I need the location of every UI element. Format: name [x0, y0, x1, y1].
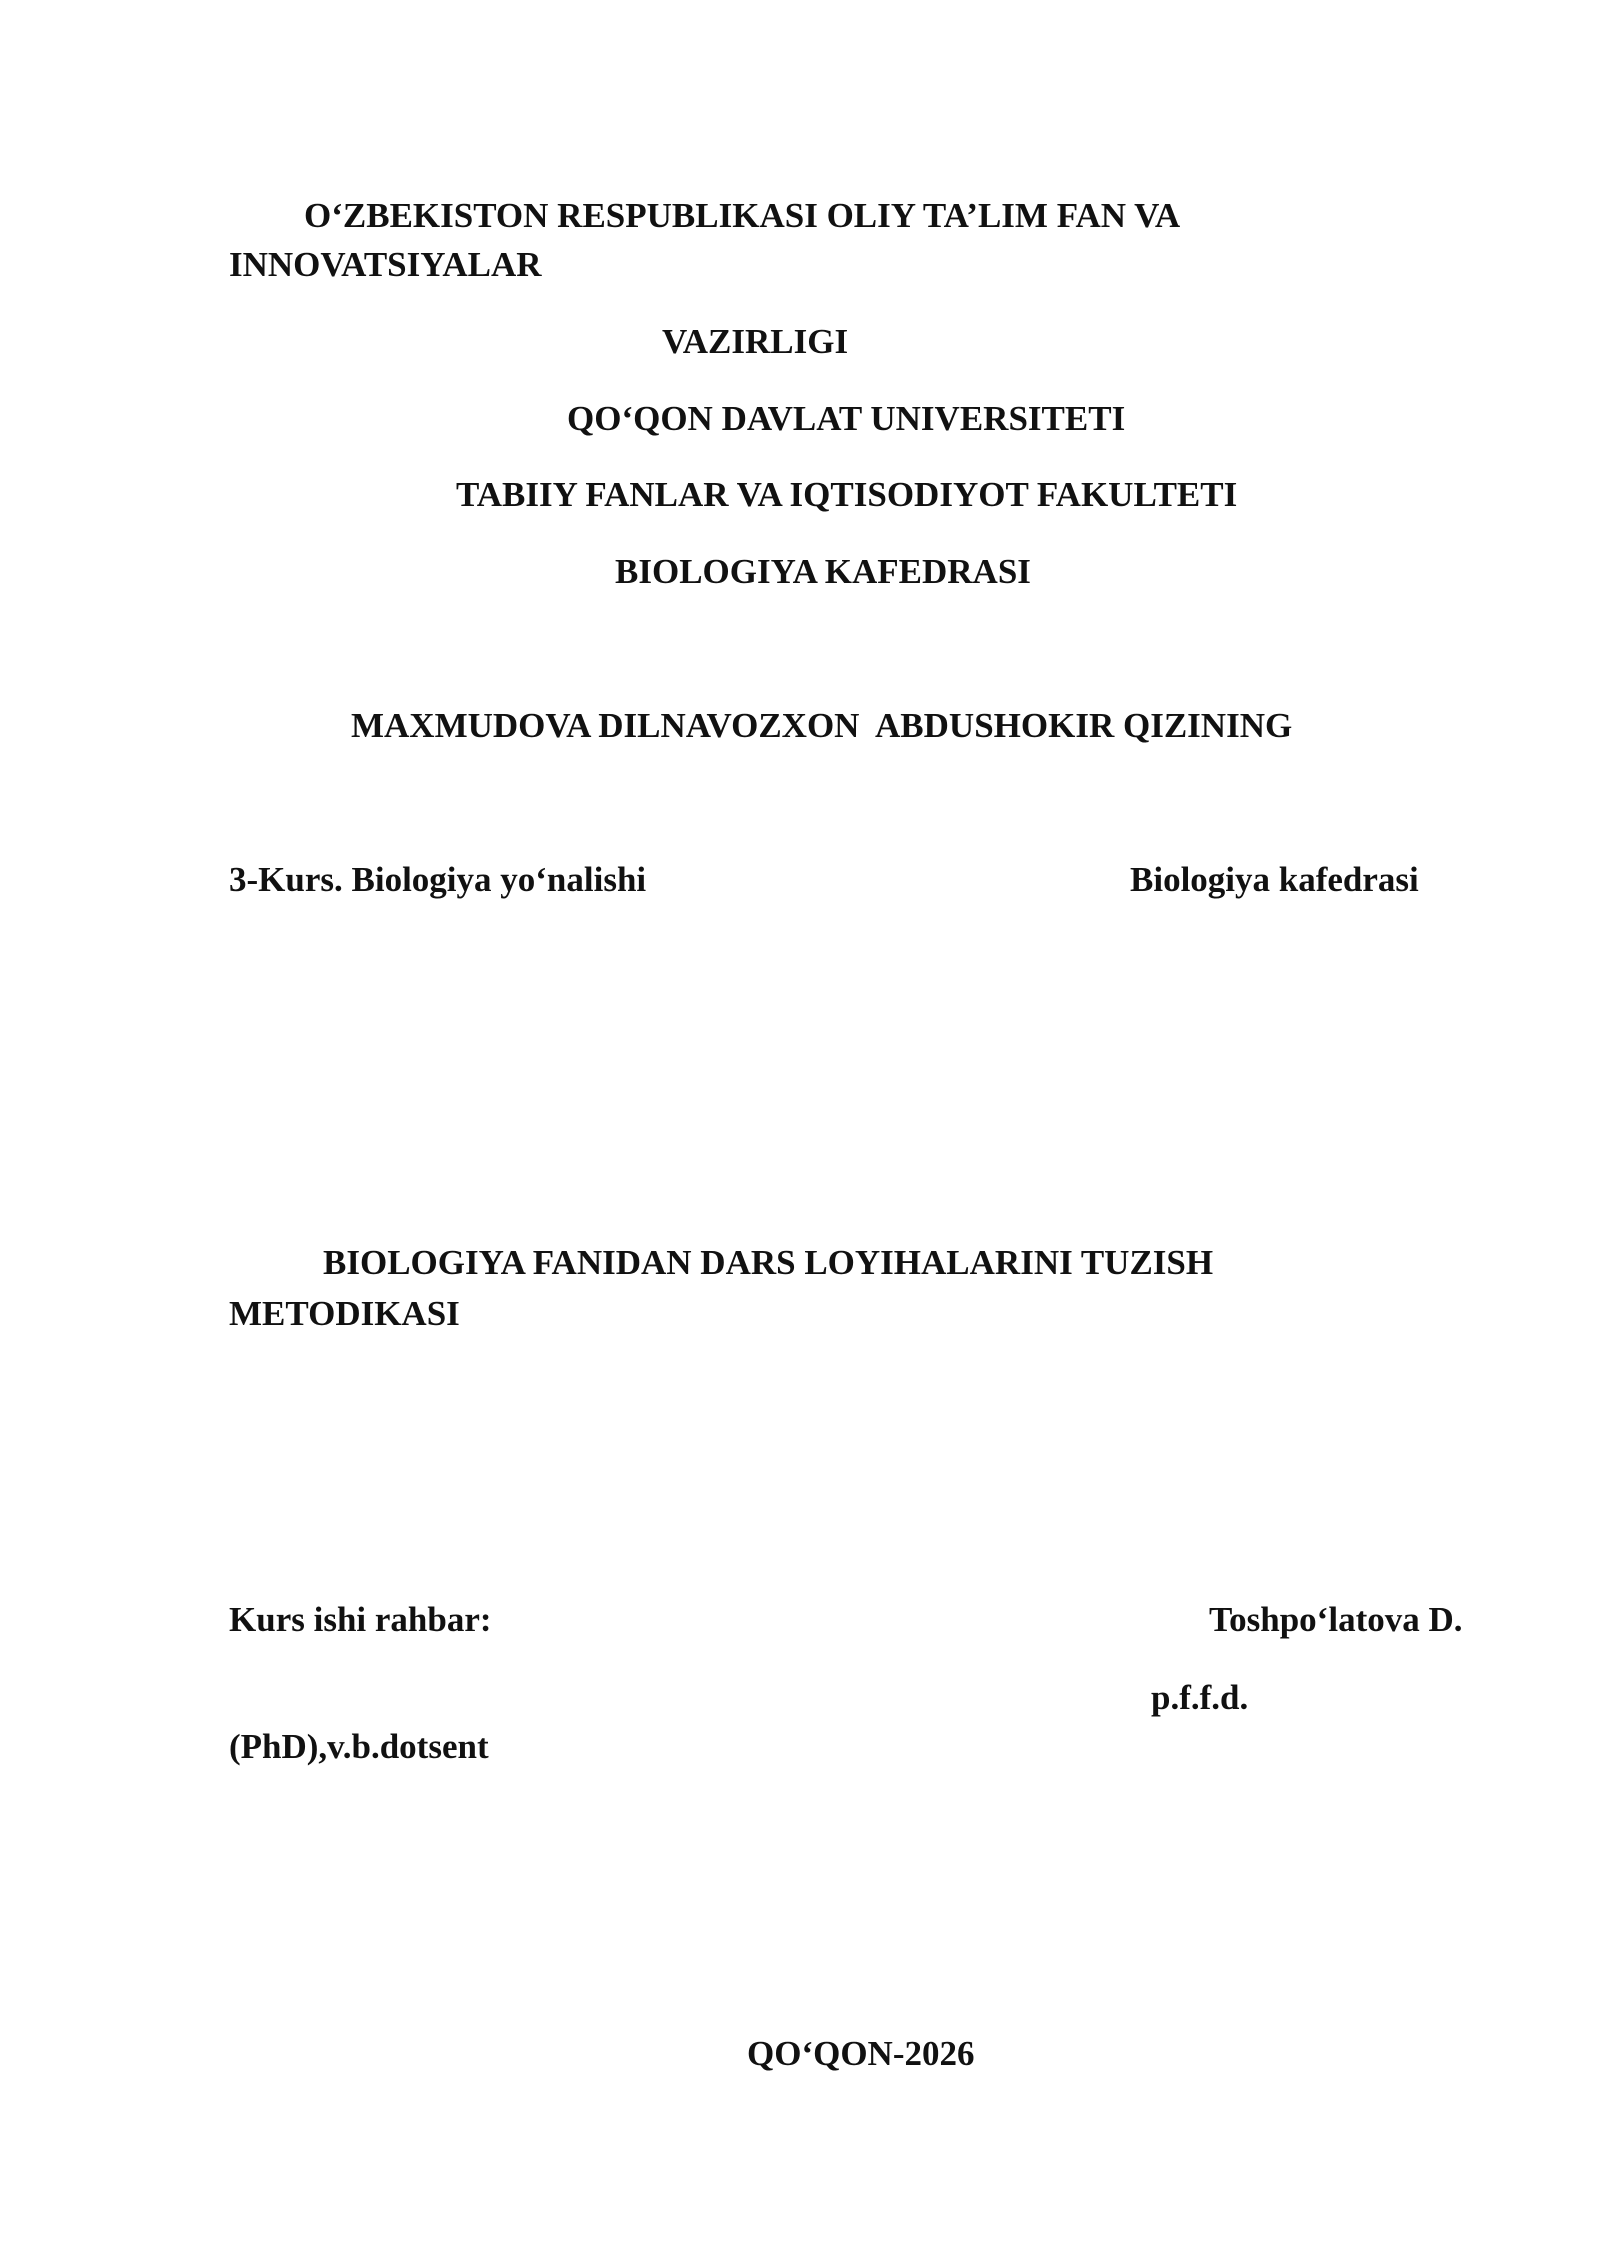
- topic-line-1: BIOLOGIYA FANIDAN DARS LOYIHALARINI TUZISH: [323, 1243, 1214, 1282]
- ministry-line-3: VAZIRLIGI: [662, 322, 849, 361]
- supervisor-name: Toshpo‘latova D.: [1209, 1600, 1463, 1639]
- supervisor-degree-part-2: (PhD),v.b.dotsent: [229, 1727, 489, 1766]
- student-name: MAXMUDOVA DILNAVOZXON ABDUSHOKIR QIZINING: [351, 706, 1293, 745]
- ministry-line-2: INNOVATSIYALAR: [229, 245, 542, 284]
- faculty-name: TABIIY FANLAR VA IQTISODIYOT FAKULTETI: [456, 475, 1238, 514]
- city-year: QO‘QON-2026: [747, 2034, 975, 2073]
- topic-line-2: METODIKASI: [229, 1294, 460, 1333]
- supervisor-degree-part-1: p.f.f.d.: [1151, 1678, 1249, 1717]
- university-name: QO‘QON DAVLAT UNIVERSITETI: [567, 399, 1126, 438]
- student-department: Biologiya kafedrasi: [1130, 860, 1419, 899]
- ministry-line-1: O‘ZBEKISTON RESPUBLIKASI OLIY TA’LIM FAN VA: [304, 196, 1181, 235]
- student-course: 3-Kurs. Biologiya yo‘nalishi: [229, 860, 647, 899]
- department-heading: BIOLOGIYA KAFEDRASI: [615, 552, 1031, 591]
- supervisor-label: Kurs ishi rahbar:: [229, 1600, 492, 1639]
